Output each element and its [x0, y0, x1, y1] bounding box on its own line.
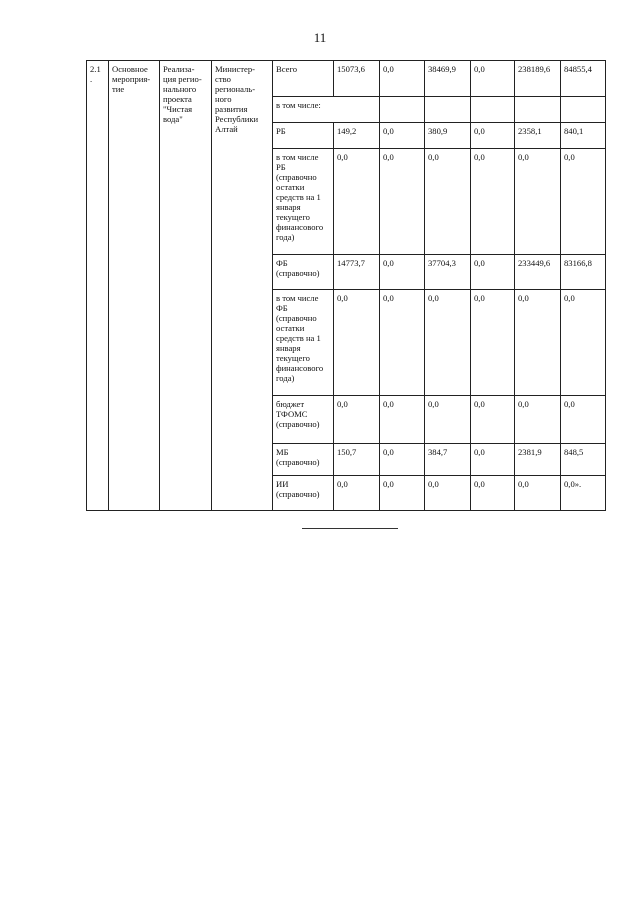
- value-cell: [515, 290, 561, 396]
- value-cell: [471, 396, 515, 444]
- executor: Министер- ство региональ- ного развития Республики Алтай: [215, 64, 259, 134]
- event-type-cell: [109, 61, 160, 511]
- value-cell: [380, 149, 425, 255]
- value-cell: [334, 476, 380, 511]
- value-cell: [471, 123, 515, 149]
- value-cell: [515, 123, 561, 149]
- value: 0,0: [337, 399, 348, 409]
- source-label: бюджет ТФОМС (справочно): [276, 399, 320, 429]
- value: 0,0: [428, 399, 439, 409]
- value: 149,2: [337, 126, 357, 136]
- value: 2358,1: [518, 126, 542, 136]
- source-label-cell: [273, 149, 334, 255]
- value: 84855,4: [564, 64, 592, 74]
- value-cell: [471, 476, 515, 511]
- value: 0,0: [474, 293, 485, 303]
- value: 0,0: [518, 399, 529, 409]
- value-cell: [425, 444, 471, 476]
- value-cell: [334, 255, 380, 290]
- value: 0,0: [337, 479, 348, 489]
- value: 14773,7: [337, 258, 365, 268]
- table-row: [87, 61, 606, 97]
- value: 0,0: [518, 479, 529, 489]
- value-cell: [334, 444, 380, 476]
- source-label-cell: [273, 97, 380, 123]
- source-label-cell: [273, 444, 334, 476]
- value-cell: [515, 149, 561, 255]
- value: 0,0: [383, 293, 394, 303]
- page-number: 11: [313, 30, 327, 45]
- source-label-cell: [273, 290, 334, 396]
- value: 0,0: [428, 479, 439, 489]
- value: 0,0: [337, 293, 348, 303]
- value-cell: [561, 396, 606, 444]
- value-cell: [471, 290, 515, 396]
- value-cell: [515, 97, 561, 123]
- source-label: в том числе РБ (справочно остатки средств на 1 января текущего финансового года): [276, 152, 324, 242]
- value: 150,7: [337, 447, 357, 457]
- value: 0,0: [564, 152, 575, 162]
- event-name: Реализа- ция регио- нального проекта "Чистая вода": [163, 64, 202, 124]
- value-cell: [425, 290, 471, 396]
- value-cell: [515, 476, 561, 511]
- row-number: 2.1 .: [90, 64, 101, 84]
- value: 0,0: [474, 447, 485, 457]
- source-label-cell: [273, 255, 334, 290]
- value-cell: [471, 255, 515, 290]
- value-cell: [561, 290, 606, 396]
- value: 384,7: [428, 447, 448, 457]
- value-cell: [380, 290, 425, 396]
- value-cell: [425, 255, 471, 290]
- value-cell: [471, 97, 515, 123]
- value: 840,1: [564, 126, 584, 136]
- row-number-cell: [87, 61, 109, 511]
- value-cell: [471, 149, 515, 255]
- value: 0,0: [474, 258, 485, 268]
- value-cell: [334, 396, 380, 444]
- value: 0,0: [383, 447, 394, 457]
- value-cell: [425, 476, 471, 511]
- value: 0,0: [383, 399, 394, 409]
- value-cell: [380, 255, 425, 290]
- value-cell: [425, 97, 471, 123]
- value-cell: [380, 396, 425, 444]
- value-cell: [561, 149, 606, 255]
- value: 37704,3: [428, 258, 456, 268]
- value: 0,0: [474, 126, 485, 136]
- value-cell: [561, 123, 606, 149]
- value-cell: [515, 444, 561, 476]
- value-cell: [561, 97, 606, 123]
- value: 0,0: [383, 152, 394, 162]
- source-label: ФБ (справочно): [276, 258, 320, 278]
- value-cell: [515, 61, 561, 97]
- source-label-cell: [273, 61, 334, 97]
- value: 0,0: [474, 479, 485, 489]
- value: 0,0: [474, 399, 485, 409]
- value-cell: [334, 123, 380, 149]
- value: 0,0: [474, 152, 485, 162]
- value: 15073,6: [337, 64, 365, 74]
- value-cell: [380, 444, 425, 476]
- value: 0,0: [383, 479, 394, 489]
- value: 83166,8: [564, 258, 592, 268]
- value-cell: [561, 61, 606, 97]
- source-label: ИИ (справочно): [276, 479, 320, 499]
- source-label-cell: [273, 123, 334, 149]
- value: 0,0».: [564, 479, 582, 489]
- budget-table: [86, 60, 606, 511]
- value-cell: [561, 444, 606, 476]
- value-cell: [561, 255, 606, 290]
- value-cell: [380, 476, 425, 511]
- value-cell: [380, 97, 425, 123]
- source-label: в том числе:: [276, 100, 321, 110]
- value: 0,0: [518, 152, 529, 162]
- executor-cell: [212, 61, 273, 511]
- value-cell: [425, 396, 471, 444]
- value: 233449,6: [518, 258, 551, 268]
- value: 0,0: [474, 64, 485, 74]
- value: 238189,6: [518, 64, 551, 74]
- source-label: МБ (справочно): [276, 447, 320, 467]
- value-cell: [561, 476, 606, 511]
- footnote-separator-line: [302, 528, 398, 529]
- value-cell: [334, 61, 380, 97]
- value-cell: [515, 255, 561, 290]
- value: 0,0: [518, 293, 529, 303]
- value-cell: [515, 396, 561, 444]
- value-cell: [380, 61, 425, 97]
- value: 0,0: [428, 152, 439, 162]
- value-cell: [471, 61, 515, 97]
- value: 0,0: [383, 64, 394, 74]
- event-type: Основное мероприя- тие: [112, 64, 151, 94]
- value: 38469,9: [428, 64, 456, 74]
- source-label-cell: [273, 476, 334, 511]
- source-label: в том числе ФБ (справочно остатки средств на 1 января текущего финансового года): [276, 293, 324, 383]
- value-cell: [334, 149, 380, 255]
- source-label: РБ: [276, 126, 286, 136]
- value: 848,5: [564, 447, 584, 457]
- event-name-cell: [160, 61, 212, 511]
- value: 0,0: [383, 126, 394, 136]
- value-cell: [425, 123, 471, 149]
- value: 0,0: [428, 293, 439, 303]
- value: 0,0: [564, 399, 575, 409]
- value-cell: [380, 123, 425, 149]
- value: 0,0: [337, 152, 348, 162]
- value-cell: [471, 444, 515, 476]
- value: 0,0: [564, 293, 575, 303]
- value-cell: [425, 61, 471, 97]
- value-cell: [334, 290, 380, 396]
- source-label-cell: [273, 396, 334, 444]
- source-label: Всего: [276, 64, 298, 74]
- value: 2381,9: [518, 447, 542, 457]
- value: 0,0: [383, 258, 394, 268]
- value-cell: [425, 149, 471, 255]
- value: 380,9: [428, 126, 448, 136]
